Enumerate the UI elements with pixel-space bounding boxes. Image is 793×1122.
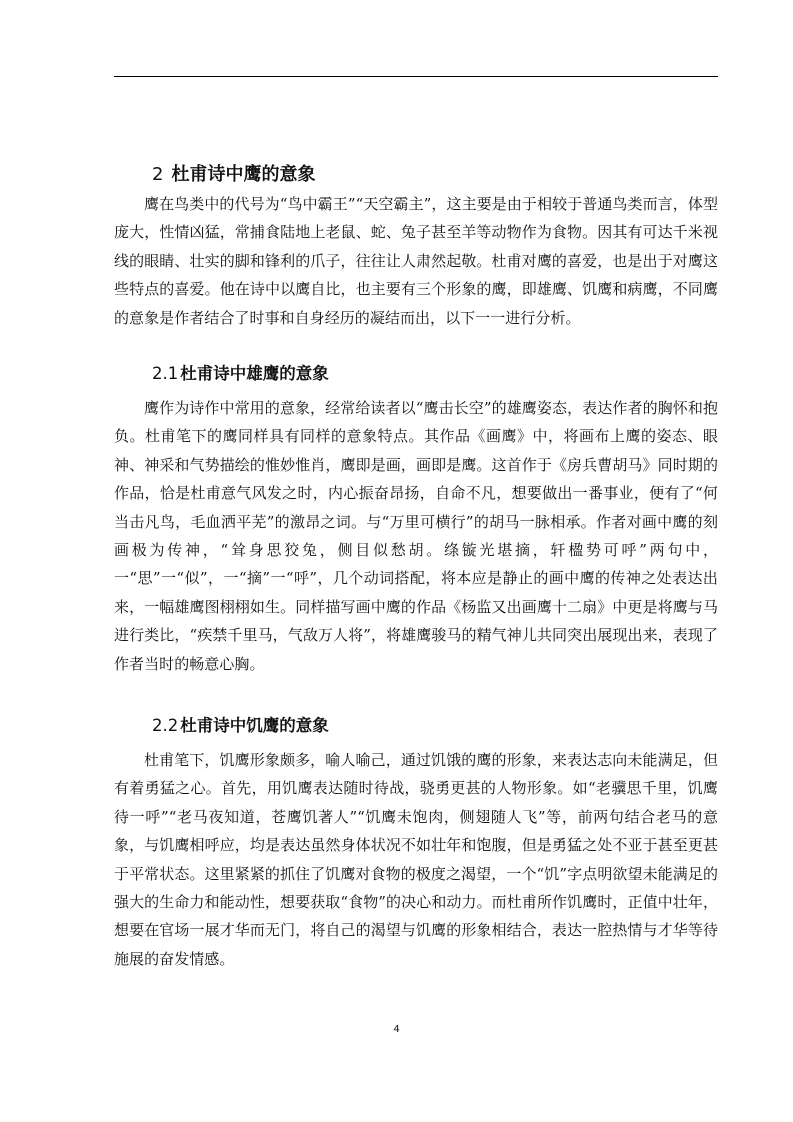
section-intro-paragraph: 鹰在鸟类中的代号为“鸟中霸王”“天空霸主”，这主要是由于相较于普通鸟类而言，体型庞大，性情凶猛，常捕食陆地上老鼠、蛇、兔子甚至羊等动物作为食物。因其有可达千米视线的眼睛、壮实的脚和锋利的爪子，往往让人肃然起敬。杜甫对鹰的喜爱，也是出于对鹰这些特点的喜爱。他在诗中以鹰自比，也主要有三个形象的鹰，即雄鹰、饥鹰和病鹰，不同鹰的意象是作者结合了时事和自身经历的凝结而出，以下一一进行分析。 xyxy=(114,195,718,327)
subsection-title: 杜甫诗中饥鹰的意象 xyxy=(180,716,329,735)
subsection-2-1-paragraph: 鹰作为诗作中常用的意象，经常给读者以“鹰击长空”的雄鹰姿态，表达作者的胸怀和抱负。杜甫笔下的鹰同样具有同样的意象特点。其作品《画鹰》中，将画布上鹰的姿态、眼神、神采和气势描绘的惟妙惟肖，鹰即是画，画即是鹰。这首作于《房兵曹胡马》同时期的作品，恰是杜甫意气风发之时，内心振奋昂扬，自命不凡，想要做出一番事业，便有了“何当击凡鸟，毛血洒平芜”的激昂之词。与“万里可横行”的胡马一脉相承。作者对画中鹰的刻画极为传神，“耸身思狡兔，侧目似愁胡。绦镟光堪摘，轩楹势可呼”两句中，一“思”一“似”，一“摘”一“呼”，几个动词搭配，将本应是静止的画中鹰的传神之处表达出来，一幅雄鹰图栩栩如生。同样描写画中鹰的作品《杨监又出画鹰十二扇》中更是将鹰与马进行类比，“疾禁千里马，气敌万人将”，将雄鹰骏马的精气神儿共同突出展现出来，表现了作者当时的畅意心胸。 xyxy=(114,399,718,673)
section-number: 2 xyxy=(152,164,164,185)
section-heading xyxy=(152,162,315,188)
page-number: 4 xyxy=(393,1024,400,1035)
subsection-heading-2-2 xyxy=(152,714,329,738)
section-title: 杜甫诗中鹰的意象 xyxy=(171,164,316,185)
subsection-title: 杜甫诗中雄鹰的意象 xyxy=(180,364,329,383)
subsection-2-2-paragraph: 杜甫笔下，饥鹰形象颇多，喻人喻己，通过饥饿的鹰的形象，来表达志向未能满足，但有着勇猛之心。首先，用饥鹰表达随时待战，骁勇更甚的人物形象。如“老骥思千里，饥鹰待一呼”“老马夜知道，苍鹰饥著人”“饥鹰未饱肉，侧翅随人飞”等，前两句结合老马的意象，与饥鹰相呼应，均是表达虽然身体状况不如壮年和饱腹，但是勇猛之处不亚于甚至更甚于平常状态。这里紧紧的抓住了饥鹰对食物的极度之渴望，一个“饥”字点明欲望未能满足的强大的生命力和能动性，想要获取“食物”的决心和动力。而杜甫所作饥鹰时，正值中壮年，想要在官场一展才华而无门，将自己的渴望与饥鹰的形象相结合，表达一腔热情与才华等待施展的奋发情感。 xyxy=(114,751,718,968)
subsection-number: 2.1 xyxy=(152,364,179,383)
header-rule xyxy=(114,76,718,77)
subsection-heading-2-1 xyxy=(152,362,329,386)
subsection-number: 2.2 xyxy=(152,716,179,735)
